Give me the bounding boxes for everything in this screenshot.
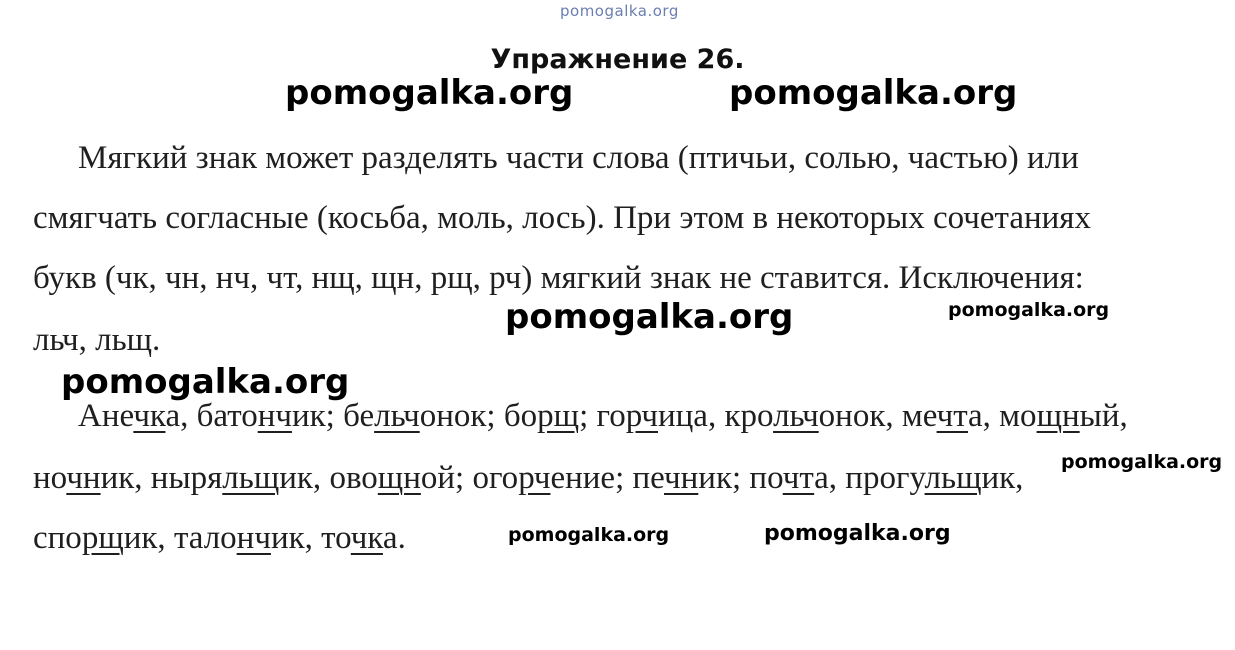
watermark: pomogalka.org <box>948 299 1110 321</box>
word <box>472 460 632 496</box>
word-part: ныря <box>150 460 223 496</box>
word <box>724 398 901 434</box>
word-part: бо <box>503 398 538 434</box>
word-part: ица, <box>657 398 725 434</box>
words-line-1 <box>78 398 1128 435</box>
word-part: ик, <box>270 520 322 556</box>
word-part: го <box>596 398 626 434</box>
word <box>197 398 343 434</box>
watermark: pomogalka.org <box>729 73 1018 113</box>
watermark: pomogalka.org <box>285 73 574 113</box>
underlined-letters: щн <box>1036 398 1080 434</box>
underlined-letters: чк <box>133 398 166 434</box>
word-part: онок, <box>818 398 902 434</box>
word-part: ово <box>329 460 378 496</box>
word-part: ой; <box>420 460 473 496</box>
word-part: ого <box>472 460 519 496</box>
word <box>596 398 724 434</box>
word-part: тало <box>173 520 237 556</box>
word-part: Ане <box>78 398 134 434</box>
word <box>633 460 750 496</box>
underlined-letters: рщ <box>81 520 124 556</box>
word-part: а, <box>165 398 197 434</box>
word-part: ик, <box>123 520 174 556</box>
word-part: ик, <box>981 460 1024 496</box>
underlined-letters: льч <box>374 398 420 434</box>
word-part: ме <box>901 398 937 434</box>
word-part: ик, <box>100 460 151 496</box>
word-part: ик; <box>698 460 750 496</box>
word-part: ик, <box>279 460 330 496</box>
underlined-letters: чт <box>936 398 969 434</box>
word <box>999 398 1128 434</box>
rule-line-1: Мягкий знак может разделять части слова (птичьи, солью, частью) или <box>78 140 1079 176</box>
underlined-letters: чк <box>350 520 383 556</box>
word-part: ; <box>579 398 597 434</box>
words-line-3 <box>33 520 406 557</box>
underlined-letters: рч <box>625 398 658 434</box>
underlined-letters: чн <box>66 460 101 496</box>
words-line-2 <box>33 460 1023 497</box>
word <box>174 520 321 556</box>
underlined-letters: рщ <box>537 398 580 434</box>
watermark: pomogalka.org <box>505 297 794 337</box>
word-part: ый, <box>1079 398 1128 434</box>
page-title: Упражнение 26. <box>490 44 745 75</box>
word-part: а, <box>968 398 1000 434</box>
word <box>329 460 472 496</box>
watermark: pomogalka.org <box>764 521 951 546</box>
underlined-letters: льщ <box>222 460 280 496</box>
word-part: то <box>321 520 351 556</box>
word-part: спо <box>33 520 82 556</box>
word-part: ик; <box>291 398 344 434</box>
word <box>504 398 597 434</box>
word <box>845 460 1023 496</box>
word-part: бе <box>343 398 375 434</box>
word <box>343 398 504 434</box>
rule-line-3: букв (чк, чн, нч, чт, нщ, щн, рщ, рч) мягкий знак не ставится. Исключения: <box>33 260 1084 296</box>
watermark-top: pomogalka.org <box>560 2 679 20</box>
word <box>749 460 845 496</box>
rule-line-4: льч, льщ. <box>33 322 161 358</box>
rule-line-2: смягчать согласные (косьба, моль, лось). При этом в некоторых сочетаниях <box>33 200 1091 236</box>
underlined-letters: нч <box>257 398 292 434</box>
word-part: а. <box>382 520 406 556</box>
word <box>902 398 999 434</box>
underlined-letters: чт <box>782 460 815 496</box>
word-part: ение; <box>550 460 633 496</box>
watermark: pomogalka.org <box>61 362 350 402</box>
word-part: бато <box>196 398 258 434</box>
word-part: пе <box>632 460 665 496</box>
word-part: онок; <box>419 398 504 434</box>
watermark: pomogalka.org <box>508 524 670 546</box>
word <box>33 520 174 556</box>
underlined-letters: льч <box>773 398 819 434</box>
word-part: по <box>749 460 783 496</box>
underlined-letters: рч <box>518 460 551 496</box>
word-part: кро <box>724 398 774 434</box>
underlined-letters: щн <box>377 460 421 496</box>
word <box>151 460 330 496</box>
word-part: но <box>33 460 67 496</box>
word-part: прогу <box>845 460 925 496</box>
word <box>321 520 406 556</box>
word-part: а, <box>814 460 846 496</box>
watermark: pomogalka.org <box>1061 451 1223 473</box>
word <box>78 398 197 434</box>
underlined-letters: нч <box>236 520 271 556</box>
underlined-letters: чн <box>664 460 699 496</box>
word <box>33 460 151 496</box>
underlined-letters: льщ <box>924 460 982 496</box>
word-part: мо <box>999 398 1037 434</box>
